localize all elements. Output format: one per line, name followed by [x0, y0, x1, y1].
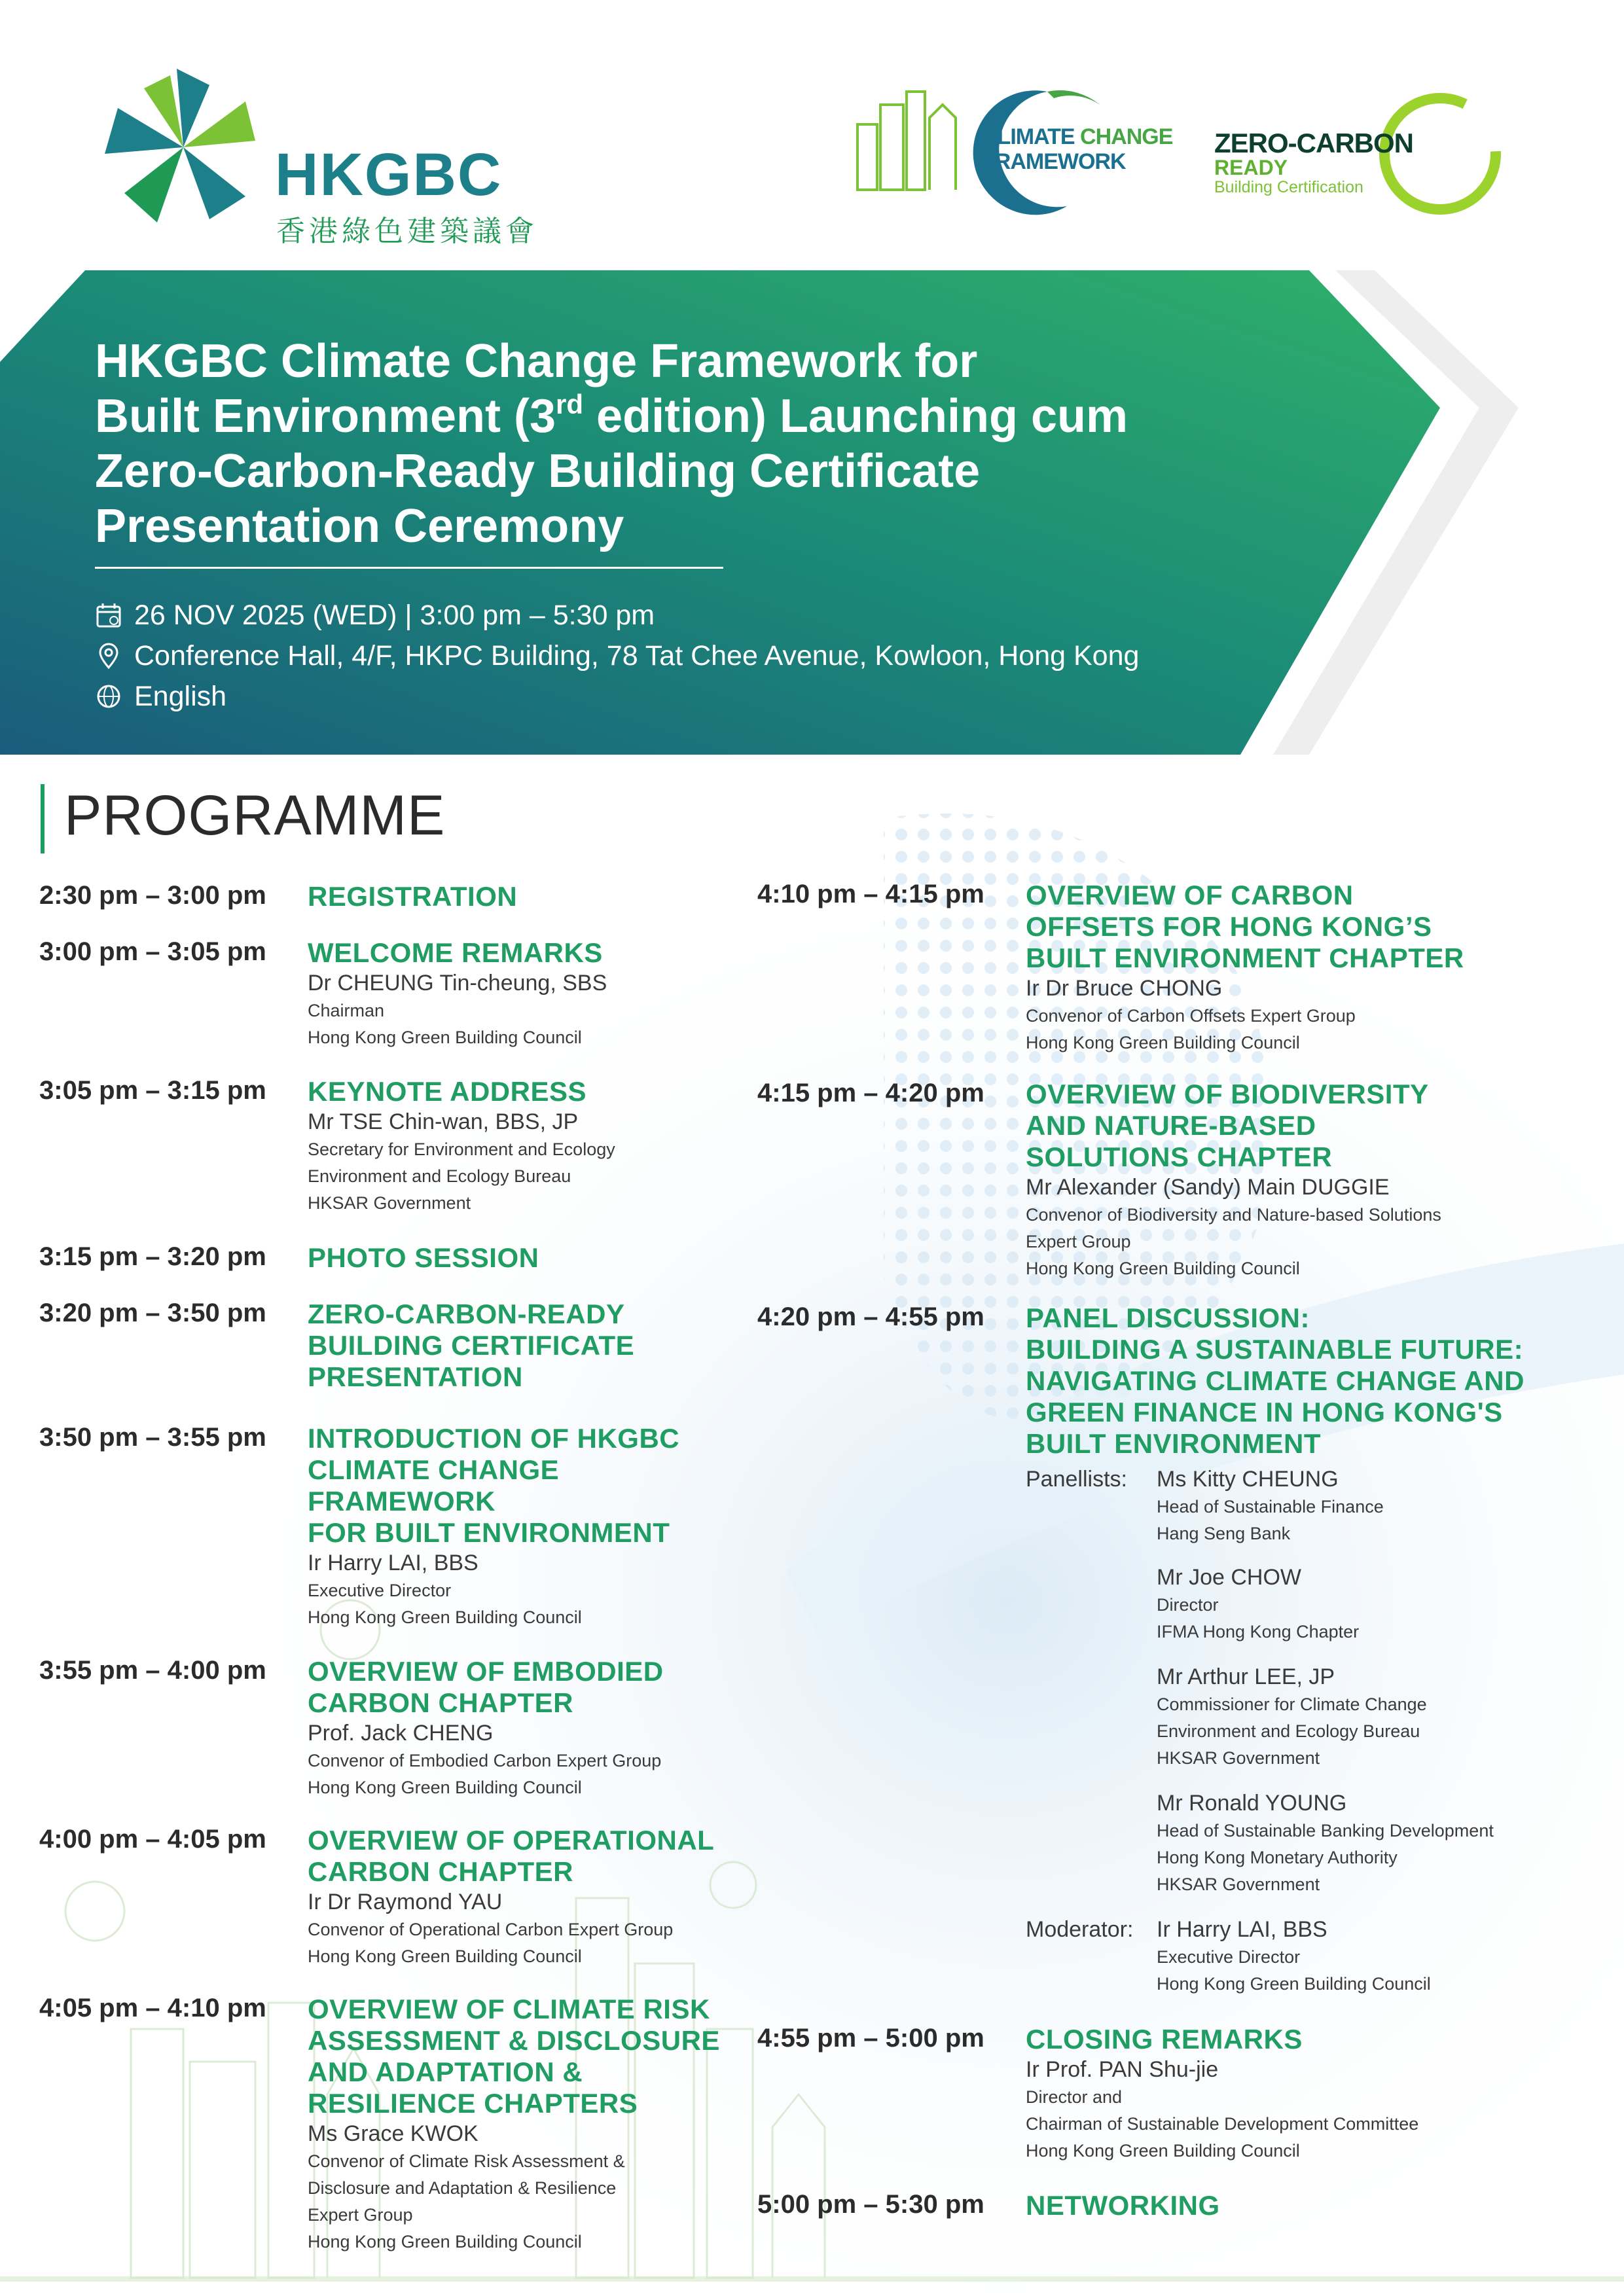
- globe-icon: [95, 683, 122, 710]
- event-title: HKGBC Climate Change Framework for Built Environment (3rd edition) Launching cum Zero-Carbon-Ready Building Certificate Presentation Ceremony: [95, 335, 1128, 552]
- moderator-label: Moderator:: [1026, 1917, 1134, 1942]
- panellists-label: Panellists:: [1026, 1467, 1127, 1492]
- programme-title: PROGRAMME: [64, 784, 446, 847]
- climate-change-framework-logo: [851, 79, 1173, 223]
- zcr-logo-line3: Building Certification: [1214, 178, 1363, 196]
- panellist: Ms Kitty CHEUNG Head of Sustainable Finance Hang Seng Bank: [1157, 1467, 1384, 1543]
- event-language: English: [95, 677, 226, 716]
- zero-carbon-ready-logo: [1204, 85, 1519, 223]
- hkgbc-logo-chinese: 香港綠色建築議會: [276, 215, 538, 247]
- zcr-logo-line1: ZERO-CARBON: [1214, 128, 1413, 158]
- hkgbc-logo: [92, 56, 563, 247]
- moderator: Ir Harry LAI, BBS Executive Director Hong Kong Green Building Council: [1157, 1917, 1431, 1994]
- ccf-logo-line1: CLIMATE CHANGE: [982, 124, 1173, 149]
- zcr-logo-line2: READY: [1214, 156, 1288, 179]
- calendar-icon: [95, 601, 122, 629]
- event-date: 26 NOV 2025 (WED) | 3:00 pm – 5:30 pm: [95, 596, 655, 635]
- panellist: Mr Ronald YOUNG Head of Sustainable Banking Development Hong Kong Monetary Authority HKSAR Government: [1157, 1791, 1494, 1894]
- programme-accent-bar: [41, 784, 45, 853]
- location-pin-icon: [95, 642, 122, 670]
- ccf-logo-line2: FRAMEWORK: [982, 149, 1126, 174]
- event-venue: Conference Hall, 4/F, HKPC Building, 78 Tat Chee Avenue, Kowloon, Hong Kong: [95, 636, 1139, 675]
- panellist: Mr Joe CHOW Director IFMA Hong Kong Chapter: [1157, 1565, 1360, 1641]
- hkgbc-logo-text: HKGBC: [275, 141, 503, 208]
- panellist: Mr Arthur LEE, JP Commissioner for Climate Change Environment and Ecology Bureau HKSAR Government: [1157, 1664, 1427, 1768]
- title-divider: [95, 567, 723, 569]
- hkgbc-pinwheel-icon: [92, 56, 275, 239]
